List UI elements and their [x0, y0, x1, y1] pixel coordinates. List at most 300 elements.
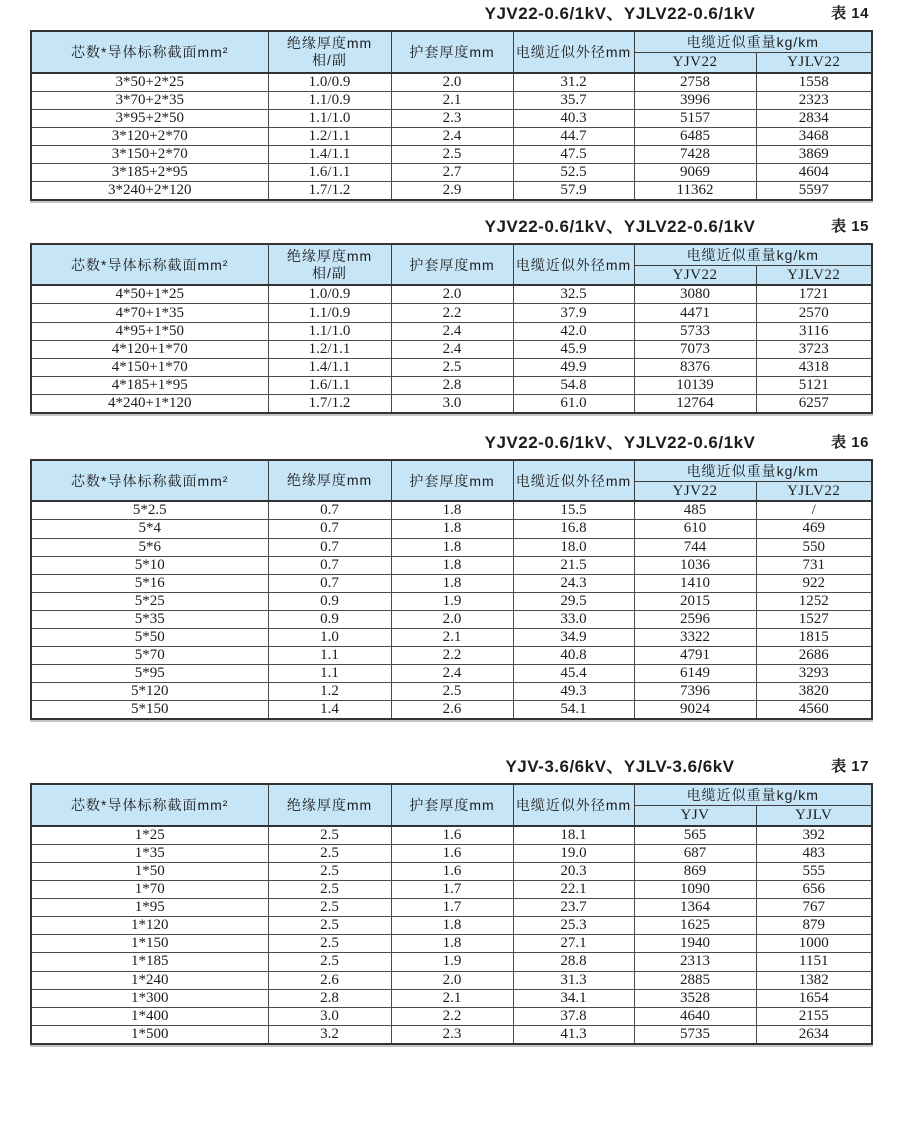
table-title: YJV22-0.6/1kV、YJLV22-0.6/1kV: [484, 216, 756, 236]
table-header: [31, 244, 872, 286]
table-cell: 1*500: [31, 1025, 268, 1044]
table-cell: 54.8: [513, 376, 634, 394]
table-cell: 2155: [756, 1007, 872, 1025]
table-cell: 1000: [756, 935, 872, 953]
table-cell: 1558: [756, 73, 872, 92]
table-row: [31, 520, 872, 538]
table-cell: 3468: [756, 127, 872, 145]
cable-spec-table: [30, 783, 873, 1044]
table-cell: 32.5: [513, 285, 634, 304]
table-cell: 2.0: [391, 73, 513, 92]
table-row: [31, 899, 872, 917]
table-cell: 5157: [634, 109, 756, 127]
table-cell: 33.0: [513, 610, 634, 628]
table-cell: 40.3: [513, 109, 634, 127]
table-cell: 0.9: [268, 610, 391, 628]
table-cell: 27.1: [513, 935, 634, 953]
table-cell: 2.5: [268, 899, 391, 917]
table-title: YJV22-0.6/1kV、YJLV22-0.6/1kV: [484, 432, 756, 452]
table-cell: 5*50: [31, 629, 268, 647]
table-cell: 16.8: [513, 520, 634, 538]
table-cell: 1036: [634, 556, 756, 574]
table-cell: 2.5: [391, 145, 513, 163]
table-cell: 4791: [634, 647, 756, 665]
table-cell: 1.8: [391, 917, 513, 935]
table-cell: 3869: [756, 145, 872, 163]
table-title-row: [30, 3, 871, 25]
table-cell: 3.0: [268, 1007, 391, 1025]
table-cell: 1.6: [391, 862, 513, 880]
table-cell: 1625: [634, 917, 756, 935]
table-row: [31, 862, 872, 880]
table-cell: 49.9: [513, 358, 634, 376]
table-cell: 2.3: [391, 109, 513, 127]
table-cell: 2.2: [391, 1007, 513, 1025]
table-cell: 1.6: [391, 844, 513, 862]
table-cell: 5*2.5: [31, 501, 268, 520]
table-cell: 37.9: [513, 304, 634, 322]
table-cell: 1*240: [31, 971, 268, 989]
table-cell: 2.1: [391, 989, 513, 1007]
table-cell: 24.3: [513, 574, 634, 592]
table-cell: 3*150+2*70: [31, 145, 268, 163]
table-cell: 35.7: [513, 91, 634, 109]
col-header-weight-group: 电缆近似重量kg/km: [634, 31, 872, 53]
table-cell: 1252: [756, 592, 872, 610]
col-header-weight-group: 电缆近似重量kg/km: [634, 784, 872, 806]
col-header-core-section: 芯数*导体标称截面mm²: [31, 460, 268, 502]
table-cell: 42.0: [513, 322, 634, 340]
table-cell: 0.7: [268, 556, 391, 574]
table-cell: 61.0: [513, 394, 634, 413]
table-cell: 11362: [634, 181, 756, 200]
table-cell: 2.5: [268, 953, 391, 971]
table-row: [31, 683, 872, 701]
table-cell: 1364: [634, 899, 756, 917]
table-cell: 2.4: [391, 127, 513, 145]
table-cell: 2.0: [391, 610, 513, 628]
col-header-insulation: [268, 784, 391, 826]
table-cell: 4640: [634, 1007, 756, 1025]
table-cell: 1.2/1.1: [268, 127, 391, 145]
table-cell: 1.0/0.9: [268, 73, 391, 92]
col-header-core-section: 芯数*导体标称截面mm²: [31, 784, 268, 826]
table-cell: 2.5: [268, 935, 391, 953]
table-cell: 2323: [756, 91, 872, 109]
col-header-weight-group: 电缆近似重量kg/km: [634, 460, 872, 482]
table-cell: 4*95+1*50: [31, 322, 268, 340]
table-cell: 1.6/1.1: [268, 163, 391, 181]
table-row: [31, 592, 872, 610]
table-cell: 21.5: [513, 556, 634, 574]
table-cell: 0.7: [268, 520, 391, 538]
col-header-insulation-line1: 绝缘厚度mm: [286, 247, 373, 264]
table-cell: 57.9: [513, 181, 634, 200]
table-cell: 2.1: [391, 91, 513, 109]
table-cell: 1.8: [391, 574, 513, 592]
table-cell: 2.4: [391, 322, 513, 340]
table-cell: 2.5: [268, 881, 391, 899]
table-cell: 1*95: [31, 899, 268, 917]
table-cell: 2.5: [268, 862, 391, 880]
table-body: [31, 826, 872, 1044]
table-cell: 3996: [634, 91, 756, 109]
table-cell: 0.7: [268, 574, 391, 592]
table-row: [31, 394, 872, 413]
table-header: [31, 31, 872, 73]
table-cell: 9024: [634, 701, 756, 720]
col-header-yjlv-weight: YJLV22: [756, 53, 872, 73]
table-cell: 2.6: [391, 701, 513, 720]
table-cell: 1.9: [391, 592, 513, 610]
table-cell: 2.5: [268, 844, 391, 862]
col-header-yjv-weight: YJV22: [634, 481, 756, 501]
table-row: [31, 953, 872, 971]
col-header-yjv-weight: YJV22: [634, 53, 756, 73]
table-cell: /: [756, 501, 872, 520]
table-cell: 4560: [756, 701, 872, 720]
table-body: [31, 73, 872, 200]
table-cell: 54.1: [513, 701, 634, 720]
table-row: [31, 358, 872, 376]
table-cell: 1.8: [391, 935, 513, 953]
table-row: [31, 917, 872, 935]
table-cell: 1.1/0.9: [268, 304, 391, 322]
table-cell: 5*4: [31, 520, 268, 538]
col-header-diameter: 电缆近似外径mm: [513, 31, 634, 73]
table-cell: 5*150: [31, 701, 268, 720]
table-row: [31, 826, 872, 845]
table-cell: 22.1: [513, 881, 634, 899]
table-cell: 18.1: [513, 826, 634, 845]
table-cell: 2.5: [391, 358, 513, 376]
table-cell: 1.8: [391, 556, 513, 574]
table-row: [31, 647, 872, 665]
table-cell: 1527: [756, 610, 872, 628]
table-cell: 1.0/0.9: [268, 285, 391, 304]
table-cell: 5733: [634, 322, 756, 340]
table-cell: 2.5: [391, 683, 513, 701]
table-cell: 2885: [634, 971, 756, 989]
table-cell: 1*120: [31, 917, 268, 935]
table-title: YJV22-0.6/1kV、YJLV22-0.6/1kV: [484, 4, 756, 23]
table-cell: 2.5: [268, 826, 391, 845]
table-cell: 3528: [634, 989, 756, 1007]
table-body: [31, 285, 872, 412]
table-cell: 1*300: [31, 989, 268, 1007]
table-cell: 3116: [756, 322, 872, 340]
table-cell: 2634: [756, 1025, 872, 1044]
table-cell: 1.1/0.9: [268, 91, 391, 109]
table-cell: 28.8: [513, 953, 634, 971]
table-cell: 9069: [634, 163, 756, 181]
table-cell: 1.7: [391, 899, 513, 917]
table-cell: 5*16: [31, 574, 268, 592]
table-cell: 45.4: [513, 665, 634, 683]
col-header-core-section: 芯数*导体标称截面mm²: [31, 244, 268, 286]
table-cell: 2.1: [391, 629, 513, 647]
table-cell: 483: [756, 844, 872, 862]
table-cell: 44.7: [513, 127, 634, 145]
table-cell: 2.0: [391, 285, 513, 304]
table-header: [31, 460, 872, 502]
table-cell: 1.8: [391, 501, 513, 520]
table-cell: 3322: [634, 629, 756, 647]
table-cell: 3*95+2*50: [31, 109, 268, 127]
table-cell: 879: [756, 917, 872, 935]
table-cell: 0.9: [268, 592, 391, 610]
col-header-insulation: [268, 31, 391, 73]
table-cell: 6485: [634, 127, 756, 145]
table-cell: 2.8: [391, 376, 513, 394]
table-row: [31, 844, 872, 862]
table-cell: 1940: [634, 935, 756, 953]
table-cell: 5*120: [31, 683, 268, 701]
table-cell: 565: [634, 826, 756, 845]
table-cell: 1*150: [31, 935, 268, 953]
table-cell: 3820: [756, 683, 872, 701]
table-cell: 4*185+1*95: [31, 376, 268, 394]
table-cell: 2758: [634, 73, 756, 92]
table-cell: 5*95: [31, 665, 268, 683]
table-cell: 1.2: [268, 683, 391, 701]
table-cell: 3*240+2*120: [31, 181, 268, 200]
table-title: YJV-3.6/6kV、YJLV-3.6/6kV: [505, 757, 735, 777]
table-cell: 1*185: [31, 953, 268, 971]
table-cell: 656: [756, 881, 872, 899]
col-header-insulation-line1: 绝缘厚度mm: [286, 34, 373, 51]
table-cell: 2686: [756, 647, 872, 665]
table-cell: 3*70+2*35: [31, 91, 268, 109]
table-cell: 555: [756, 862, 872, 880]
table-cell: 610: [634, 520, 756, 538]
col-header-sheath: 护套厚度mm: [391, 460, 513, 502]
table-cell: 1*400: [31, 1007, 268, 1025]
cable-spec-table: [30, 30, 873, 201]
table-title-row: [30, 216, 871, 238]
table-cell: 1.4/1.1: [268, 145, 391, 163]
table-cell: 2.8: [268, 989, 391, 1007]
col-header-yjlv-weight: YJLV22: [756, 265, 872, 285]
table-cell: 7396: [634, 683, 756, 701]
col-header-sheath: 护套厚度mm: [391, 784, 513, 826]
col-header-core-section: 芯数*导体标称截面mm²: [31, 31, 268, 73]
col-header-diameter: 电缆近似外径mm: [513, 460, 634, 502]
table-row: [31, 285, 872, 304]
table-cell: 3.0: [391, 394, 513, 413]
col-header-diameter: 电缆近似外径mm: [513, 784, 634, 826]
table-cell: 5*35: [31, 610, 268, 628]
table-cell: 3293: [756, 665, 872, 683]
table-cell: 6149: [634, 665, 756, 683]
col-header-sheath: 护套厚度mm: [391, 31, 513, 73]
table-row: [31, 304, 872, 322]
table-row: [31, 881, 872, 899]
table-title-row: [30, 432, 871, 454]
table-cell: 2.6: [268, 971, 391, 989]
table-cell: 5*70: [31, 647, 268, 665]
table-cell: 1.1/1.0: [268, 109, 391, 127]
table-row: [31, 665, 872, 683]
table-row: [31, 91, 872, 109]
table-number: 表 14: [831, 5, 869, 22]
table-cell: 19.0: [513, 844, 634, 862]
table-cell: 1382: [756, 971, 872, 989]
table-row: [31, 163, 872, 181]
table-cell: 4*50+1*25: [31, 285, 268, 304]
table-cell: 40.8: [513, 647, 634, 665]
table-cell: 5597: [756, 181, 872, 200]
table-row: [31, 73, 872, 92]
table-row: [31, 127, 872, 145]
table-body: [31, 501, 872, 719]
table-cell: 29.5: [513, 592, 634, 610]
table-cell: 4*240+1*120: [31, 394, 268, 413]
table-cell: 744: [634, 538, 756, 556]
col-header-yjv-weight: YJV: [634, 806, 756, 826]
table-row: [31, 1025, 872, 1044]
table-cell: 4*70+1*35: [31, 304, 268, 322]
col-header-sheath: 护套厚度mm: [391, 244, 513, 286]
table-cell: 4318: [756, 358, 872, 376]
table-cell: 3723: [756, 340, 872, 358]
col-header-insulation-line2: 相/副: [312, 264, 347, 281]
table-title-row: [30, 756, 871, 778]
table-cell: 2.5: [268, 917, 391, 935]
table-row: [31, 935, 872, 953]
table-cell: 869: [634, 862, 756, 880]
table-cell: 1*50: [31, 862, 268, 880]
table-number: 表 15: [831, 217, 869, 235]
table-cell: 15.5: [513, 501, 634, 520]
col-header-yjlv-weight: YJLV: [756, 806, 872, 826]
cable-spec-table: [30, 459, 873, 720]
table-cell: 1.1: [268, 647, 391, 665]
table-cell: 1151: [756, 953, 872, 971]
table-row: [31, 1007, 872, 1025]
table-section-15: [30, 216, 871, 414]
table-row: [31, 501, 872, 520]
col-header-insulation-line2: 相/副: [312, 51, 347, 68]
table-cell: 1.6: [391, 826, 513, 845]
table-cell: 23.7: [513, 899, 634, 917]
table-cell: 1.8: [391, 520, 513, 538]
table-cell: 1654: [756, 989, 872, 1007]
table-cell: 10139: [634, 376, 756, 394]
table-row: [31, 610, 872, 628]
table-cell: 2.9: [391, 181, 513, 200]
table-cell: 18.0: [513, 538, 634, 556]
table-cell: 7428: [634, 145, 756, 163]
col-header-insulation-line1: 绝缘厚度mm: [286, 796, 373, 813]
table-cell: 550: [756, 538, 872, 556]
table-cell: 1090: [634, 881, 756, 899]
table-cell: 485: [634, 501, 756, 520]
table-cell: 5*25: [31, 592, 268, 610]
col-header-insulation-line1: 绝缘厚度mm: [286, 472, 373, 489]
table-row: [31, 629, 872, 647]
table-row: [31, 376, 872, 394]
table-row: [31, 322, 872, 340]
table-cell: 1.2/1.1: [268, 340, 391, 358]
table-cell: 3*120+2*70: [31, 127, 268, 145]
table-cell: 2313: [634, 953, 756, 971]
table-section-16: [30, 432, 871, 720]
table-row: [31, 989, 872, 1007]
table-row: [31, 145, 872, 163]
table-cell: 1*25: [31, 826, 268, 845]
table-cell: 4*150+1*70: [31, 358, 268, 376]
cable-spec-table: [30, 243, 873, 414]
table-cell: 687: [634, 844, 756, 862]
table-cell: 1.7: [391, 881, 513, 899]
table-cell: 2834: [756, 109, 872, 127]
table-cell: 922: [756, 574, 872, 592]
table-number: 表 16: [831, 433, 869, 451]
table-cell: 4604: [756, 163, 872, 181]
table-cell: 3*185+2*95: [31, 163, 268, 181]
table-cell: 1.9: [391, 953, 513, 971]
table-cell: 0.7: [268, 501, 391, 520]
table-section-17: [30, 756, 871, 1044]
table-cell: 2570: [756, 304, 872, 322]
table-cell: 1.1/1.0: [268, 322, 391, 340]
table-header: [31, 784, 872, 826]
table-row: [31, 181, 872, 200]
table-cell: 1.7/1.2: [268, 181, 391, 200]
table-cell: 5735: [634, 1025, 756, 1044]
table-cell: 4*120+1*70: [31, 340, 268, 358]
table-cell: 731: [756, 556, 872, 574]
col-header-yjv-weight: YJV22: [634, 265, 756, 285]
table-cell: 12764: [634, 394, 756, 413]
table-row: [31, 574, 872, 592]
table-cell: 1.7/1.2: [268, 394, 391, 413]
table-cell: 47.5: [513, 145, 634, 163]
table-cell: 3.2: [268, 1025, 391, 1044]
table-cell: 1721: [756, 285, 872, 304]
table-cell: 20.3: [513, 862, 634, 880]
table-cell: 2596: [634, 610, 756, 628]
table-row: [31, 701, 872, 720]
table-cell: 34.1: [513, 989, 634, 1007]
table-row: [31, 556, 872, 574]
table-cell: 2.2: [391, 647, 513, 665]
table-cell: 1.0: [268, 629, 391, 647]
table-cell: 41.3: [513, 1025, 634, 1044]
table-cell: 1*70: [31, 881, 268, 899]
table-cell: 31.3: [513, 971, 634, 989]
table-cell: 2.4: [391, 665, 513, 683]
col-header-weight-group: 电缆近似重量kg/km: [634, 244, 872, 266]
table-cell: 2.3: [391, 1025, 513, 1044]
table-row: [31, 109, 872, 127]
table-cell: 5121: [756, 376, 872, 394]
table-cell: 3*50+2*25: [31, 73, 268, 92]
col-header-diameter: 电缆近似外径mm: [513, 244, 634, 286]
table-row: [31, 340, 872, 358]
table-cell: 2015: [634, 592, 756, 610]
table-cell: 1815: [756, 629, 872, 647]
table-cell: 767: [756, 899, 872, 917]
col-header-insulation: [268, 244, 391, 286]
table-cell: 8376: [634, 358, 756, 376]
table-cell: 2.2: [391, 304, 513, 322]
table-cell: 31.2: [513, 73, 634, 92]
table-cell: 1.1: [268, 665, 391, 683]
table-cell: 0.7: [268, 538, 391, 556]
table-cell: 45.9: [513, 340, 634, 358]
